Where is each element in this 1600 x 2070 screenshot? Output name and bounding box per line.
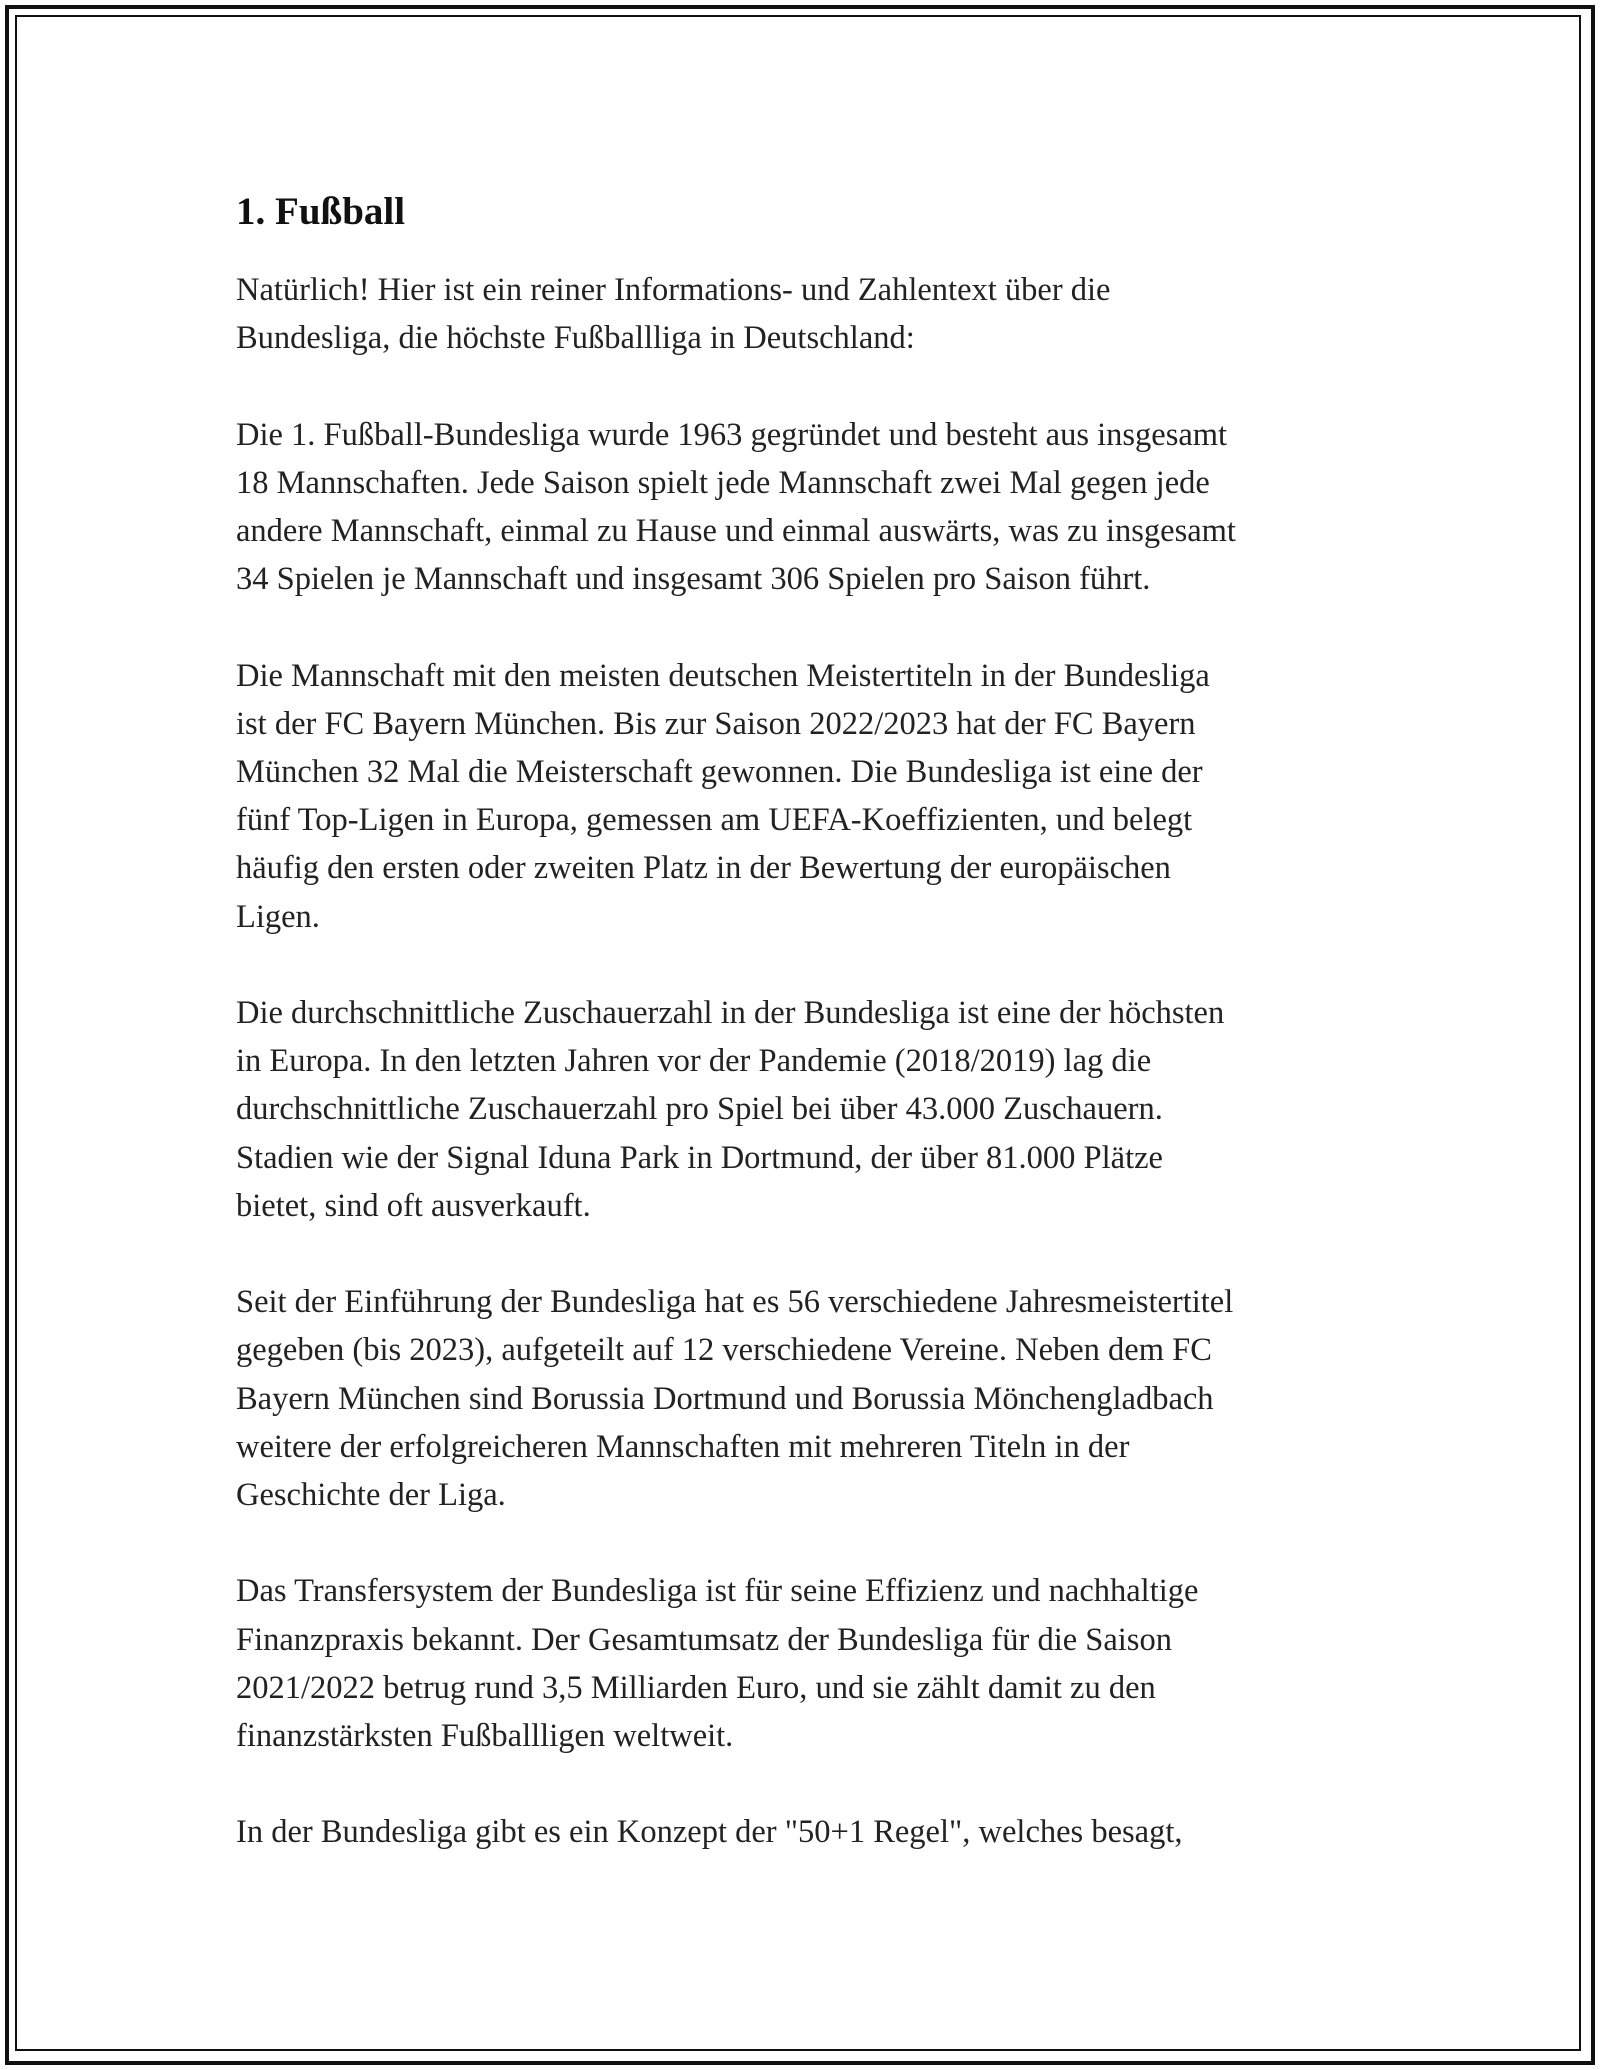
paragraph-attendance [236, 989, 1386, 1230]
paragraph-champions [236, 652, 1386, 941]
text-line: Stadien wie der Signal Iduna Park in Dortmund, der über 81.000 Plätze [236, 1139, 1163, 1176]
text-line: In der Bundesliga gibt es ein Konzept der "50+1 Regel", welches besagt, [236, 1814, 1183, 1851]
text-line: weitere der erfolgreicheren Mannschaften mit mehreren Titeln in der [236, 1428, 1130, 1465]
text-line: Bayern München sind Borussia Dortmund und Borussia Mönchengladbach [236, 1380, 1214, 1417]
document-page [236, 184, 1386, 1905]
text-line: Ligen. [236, 898, 320, 935]
text-line: andere Mannschaft, einmal zu Hause und einmal auswärts, was zu insgesamt [236, 513, 1236, 549]
text-line: Das Transfersystem der Bundesliga ist für seine Effizienz und nachhaltige [236, 1573, 1199, 1610]
text-line: finanzstärksten Fußballligen weltweit. [236, 1718, 734, 1755]
text-line: ist der FC Bayern München. Bis zur Saison 2022/2023 hat der FC Bayern [236, 705, 1196, 742]
text-line: 2021/2022 betrug rund 3,5 Milliarden Euro, und sie zählt damit zu den [236, 1669, 1156, 1706]
text-line: Natürlich! Hier ist ein reiner Informations- und Zahlentext über die [236, 272, 1111, 308]
text-line: Geschichte der Liga. [236, 1477, 506, 1514]
paragraph-finance [236, 1567, 1386, 1760]
text-line: 34 Spielen je Mannschaft und insgesamt 306 Spielen pro Saison führt. [236, 561, 1151, 598]
paragraph-founding [236, 411, 1386, 604]
paragraph-50-plus-1 [236, 1808, 1386, 1856]
text-line: Die durchschnittliche Zuschauerzahl in der Bundesliga ist eine der höchsten [236, 995, 1225, 1031]
text-line: bietet, sind oft ausverkauft. [236, 1187, 591, 1224]
text-line: fünf Top-Ligen in Europa, gemessen am UEFA-Koeffizienten, und belegt [236, 802, 1193, 839]
text-line: häufig den ersten oder zweiten Platz in der Bewertung der europäischen [236, 850, 1171, 887]
text-line: durchschnittliche Zuschauerzahl pro Spiel bei über 43.000 Zuschauern. [236, 1091, 1163, 1128]
text-line: 18 Mannschaften. Jede Saison spielt jede Mannschaft zwei Mal gegen jede [236, 464, 1210, 501]
text-line: Die Mannschaft mit den meisten deutschen Meistertiteln in der Bundesliga [236, 657, 1210, 694]
text-line: in Europa. In den letzten Jahren vor der Pandemie (2018/2019) lag die [236, 1043, 1152, 1080]
text-line: München 32 Mal die Meisterschaft gewonnen. Die Bundesliga ist eine der [236, 754, 1203, 790]
text-line: Seit der Einführung der Bundesliga hat es 56 verschiedene Jahresmeistertitel [236, 1284, 1234, 1321]
paragraph-titles [236, 1278, 1386, 1519]
section-heading: 1. Fußball [236, 190, 406, 233]
text-line: Die 1. Fußball-Bundesliga wurde 1963 gegründet und besteht aus insgesamt [236, 416, 1228, 453]
text-line: gegeben (bis 2023), aufgeteilt auf 12 verschiedene Vereine. Neben dem FC [236, 1332, 1212, 1369]
paragraph-intro [236, 266, 1386, 362]
text-line: Bundesliga, die höchste Fußballliga in Deutschland: [236, 320, 915, 357]
text-line: Finanzpraxis bekannt. Der Gesamtumsatz der Bundesliga für die Saison [236, 1621, 1172, 1658]
